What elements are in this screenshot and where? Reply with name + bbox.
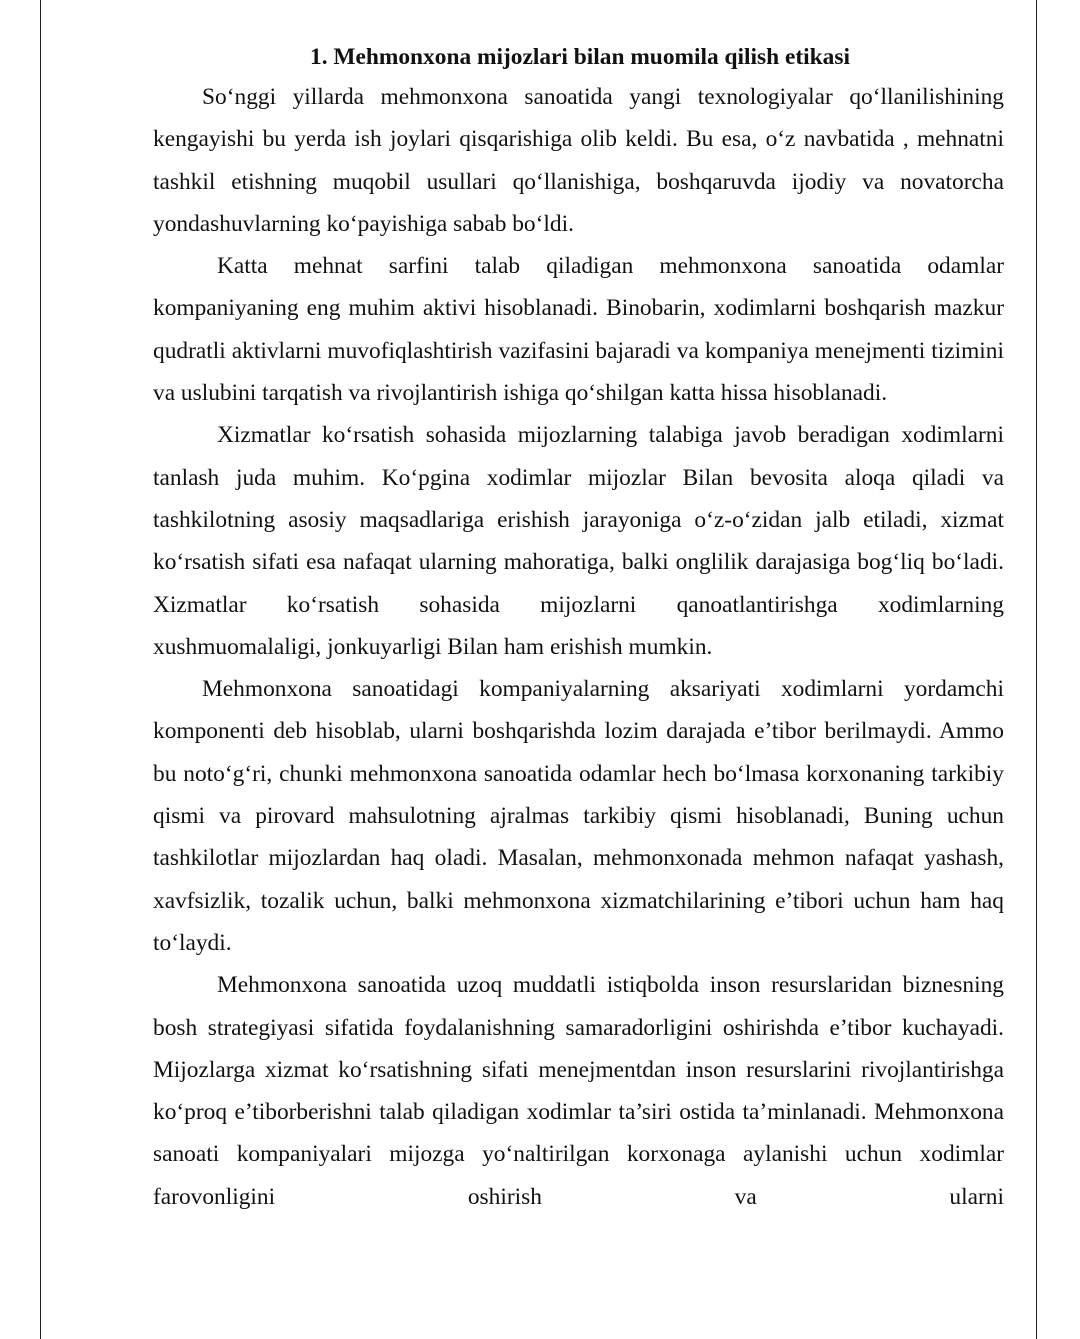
paragraph-3: Xizmatlar ko‘rsatish sohasida mijozlarning talabiga javob beradigan xodimlarni tanlash juda muhim. Ko‘pgina xodimlar mijozlar Bilan bevosita aloqa qiladi va tashkilotning asosiy maqsadlariga erishish jarayoniga o‘z-o‘zidan jalb etiladi, xizmat ko‘rsatish sifati esa nafaqat ularning mahoratiga, balki onglilik darajasiga bog‘liq bo‘ladi. Xizmatlar ko‘rsatish sohasida mijozlarni qanoatlantirishga xodimlarning xushmuomalaligi, jonkuyarligi Bilan ham erishish mumkin.	[153, 422, 1004, 660]
document-page	[153, 38, 1004, 1218]
paragraph-4: Mehmonxona sanoatidagi kompaniyalarning aksariyati xodimlarni yordamchi komponenti deb hisoblab, ularni boshqarishda lozim darajada e’tibor berilmaydi. Ammo bu noto‘g‘ri, chunki mehmonxona sanoatida odamlar hech bo‘lmasa korxonaning tarkibiy qismi va pirovard mahsulotning ajralmas tarkibiy qismi hisoblanadi, Buning uchun tashkilotlar mijozlardan haq oladi. Masalan, mehmonxonada mehmon nafaqat yashash, xavfsizlik, tozalik uchun, balki mehmonxona xizmatchilarining e’tibori uchun ham haq to‘laydi.	[153, 676, 1004, 956]
page-right-border	[1036, 0, 1037, 1339]
section-heading: 1. Mehmonxona mijozlari bilan muomila qilish etikasi	[310, 44, 850, 70]
page-left-border	[40, 0, 41, 1339]
paragraph-1: So‘nggi yillarda mehmonxona sanoatida yangi texnologiyalar qo‘llanilishining kengayishi bu yerda ish joylari qisqarishiga olib keldi. Bu esa, o‘z navbatida , mehnatni tashkil etishning muqobil usullari qo‘llanishiga, boshqaruvda ijodiy va novatorcha yondashuvlarning ko‘payishiga sabab bo‘ldi.	[153, 84, 1004, 237]
paragraph-2: Katta mehnat sarfini talab qiladigan mehmonxona sanoatida odamlar kompaniyaning eng muhim aktivi hisoblanadi. Binobarin, xodimlarni boshqarish mazkur qudratli aktivlarni muvofiqlashtirish vazifasini bajaradi va kompaniya menejmenti tizimini va uslubini tarqatish va rivojlantirish ishiga qo‘shilgan katta hissa hisoblanadi.	[153, 253, 1004, 407]
paragraph-5: Mehmonxona sanoatida uzoq muddatli istiqbolda inson resurslaridan biznesning bosh strategiyasi sifatida foydalanishning samaradorligini oshirishda e’tibor kuchayadi. Mijozlarga xizmat ko‘rsatishning sifati menejmentdan inson resurslarini rivojlantirishga ko‘proq e’tiborberishni talab qiladigan xodimlar ta’siri ostida ta’minlanadi. Mehmonxona sanoati kompaniyalari mijozga yo‘naltirilgan korxonaga aylanishi uchun xodimlar farovonligini oshirish va ularni	[153, 972, 1004, 1210]
